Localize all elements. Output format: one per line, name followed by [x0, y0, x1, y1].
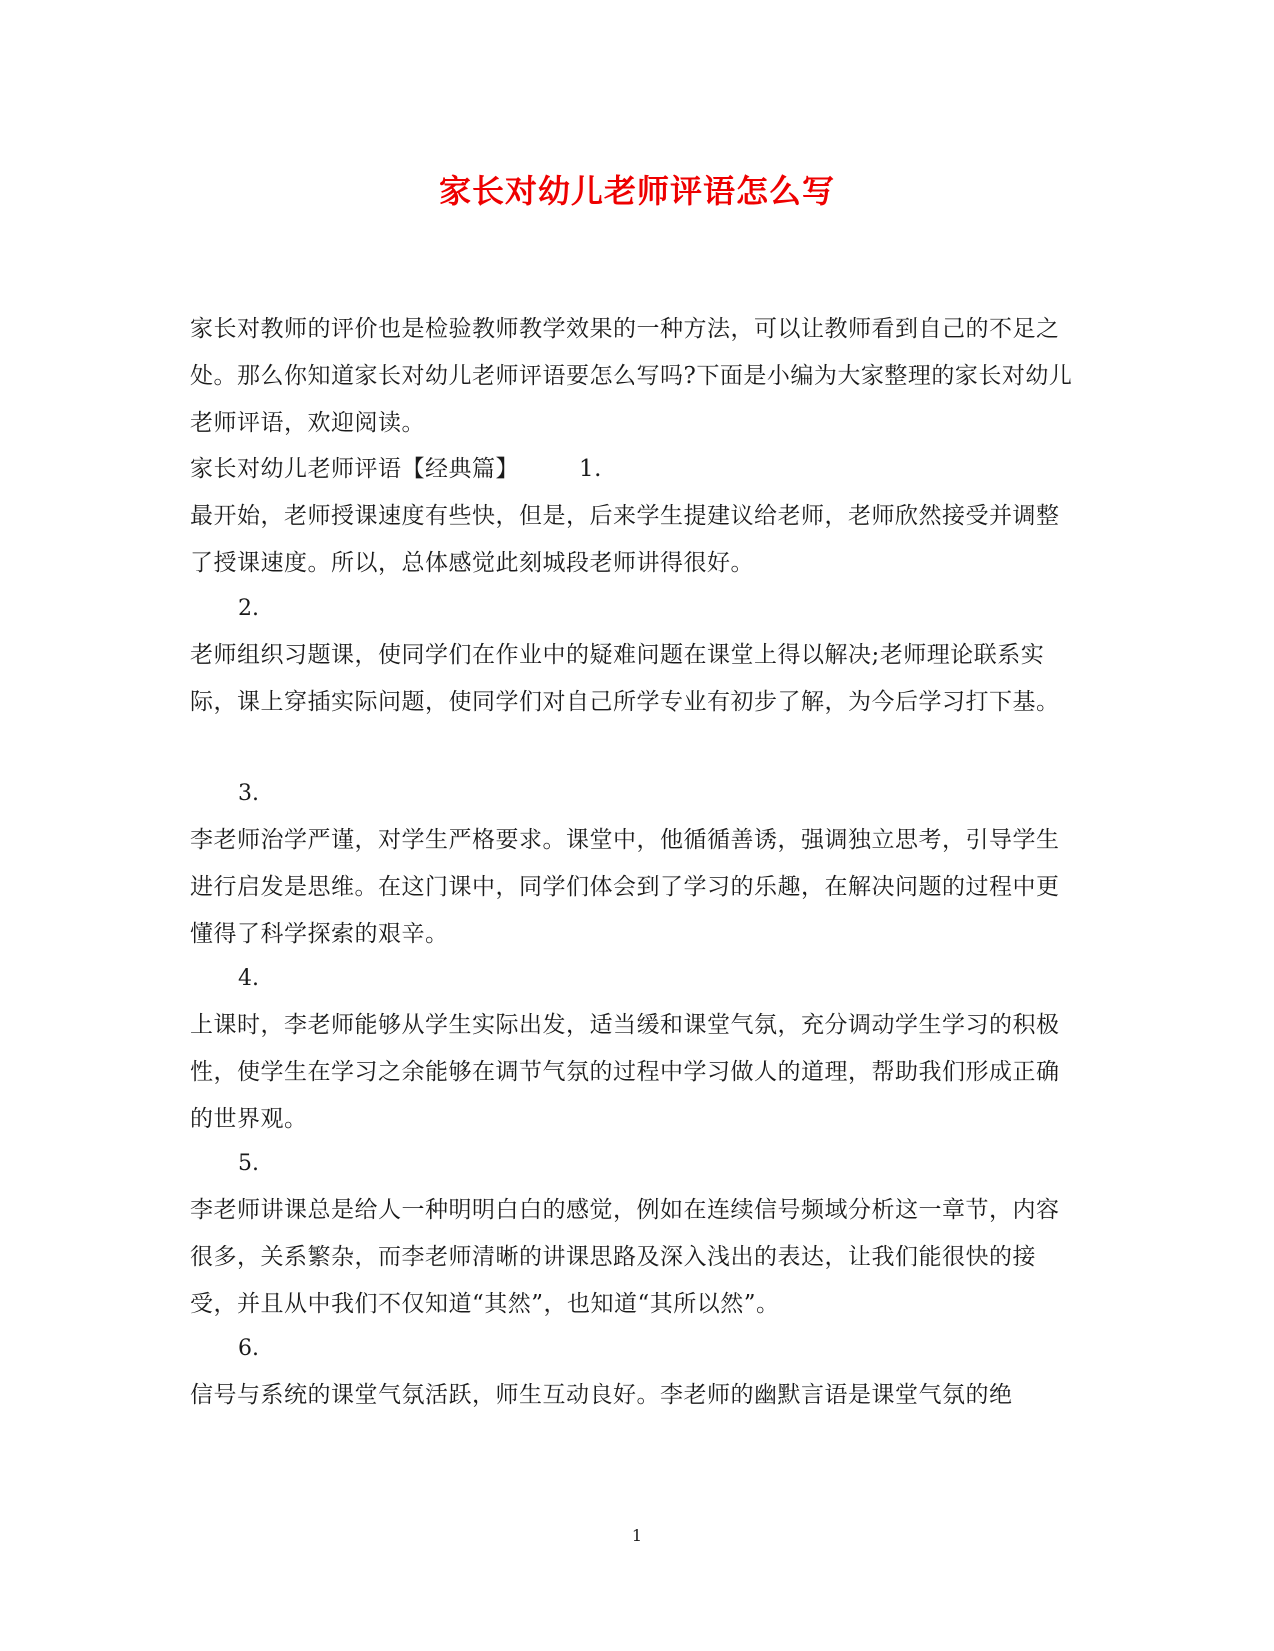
- item-text-1: 最开始，老师授课速度有些快，但是，后来学生提建议给老师，老师欣然接受并调整了授课速度。所以，总体感觉此刻城段老师讲得很好。: [190, 503, 1060, 576]
- section-heading-line: [190, 446, 1080, 493]
- item-text-2: 老师组织习题课，使同学们在作业中的疑难问题在课堂上得以解决;老师理论联系实际，课上穿插实际问题，使同学们对自己所学专业有初步了解，为今后学习打下基。: [190, 642, 1060, 715]
- page-number: 1: [631, 1526, 643, 1545]
- item-text-5: 李老师讲课总是给人一种明明白白的感觉，例如在连续信号频域分析这一章节，内容很多，关系繁杂，而李老师清晰的讲课思路及深入浅出的表达，让我们能很快的接受，并且从中我们不仅知道“其然”，也知道“其所以然”。: [190, 1197, 1060, 1317]
- item-text-4: 上课时，李老师能够从学生实际出发，适当缓和课堂气氛，充分调动学生学习的积极性，使学生在学习之余能够在调节气氛的过程中学习做人的道理，帮助我们形成正确的世界观。: [190, 1012, 1060, 1132]
- intro-paragraph: 家长对教师的评价也是检验教师教学效果的一种方法，可以让教师看到自己的不足之处。那么你知道家长对幼儿老师评语要怎么写吗?下面是小编为大家整理的家长对幼儿老师评语，欢迎阅读。: [190, 316, 1073, 436]
- document-title: 家长对幼儿老师评语怎么写: [438, 172, 835, 210]
- item-number-6: 6.: [238, 1336, 259, 1361]
- item-number-1: 1.: [579, 456, 602, 482]
- section-heading: 家长对幼儿老师评语【经典篇】: [190, 456, 519, 482]
- item-number-3: 3.: [238, 781, 259, 806]
- item-number-2: 2.: [238, 596, 259, 621]
- item-text-6: 信号与系统的课堂气氛活跃，师生互动良好。李老师的幽默言语是课堂气氛的绝: [190, 1382, 1013, 1408]
- item-number-5: 5.: [238, 1151, 259, 1176]
- item-text-3: 李老师治学严谨，对学生严格要求。课堂中，他循循善诱，强调独立思考，引导学生进行启发是思维。在这门课中，同学们体会到了学习的乐趣，在解决问题的过程中更懂得了科学探索的艰辛。: [190, 827, 1060, 947]
- item-number-4: 4.: [238, 966, 259, 991]
